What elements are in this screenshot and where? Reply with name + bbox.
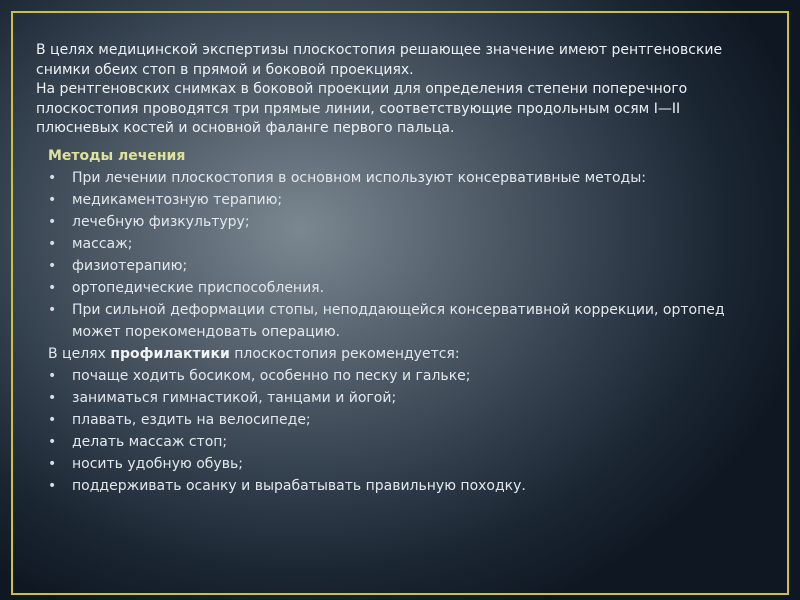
bullet-icon: • — [48, 478, 57, 494]
list-item-text: массаж; — [72, 236, 133, 252]
prevention-intro-start: В целях — [48, 346, 111, 362]
bullet-icon: • — [48, 280, 57, 296]
bullet-icon: • — [48, 434, 57, 450]
list-item — [48, 475, 768, 497]
intro-paragraph-1: В целях медицинской экспертизы плоскостопия решающее значение имеют рентгеновские снимки обеих стоп в прямой и боковой проекциях. — [36, 42, 723, 78]
list-item-text: плавать, ездить на велосипеде; — [72, 412, 311, 428]
list-item — [48, 255, 768, 277]
list-item — [48, 277, 768, 299]
list-item-text: носить удобную обувь; — [72, 456, 243, 472]
prevention-intro-bold: профилактики — [110, 346, 230, 362]
bullet-icon: • — [48, 302, 57, 318]
bullet-icon: • — [48, 170, 57, 186]
intro-text-block — [36, 41, 756, 139]
prevention-list — [48, 365, 768, 497]
prevention-intro-end: плоскостопия рекомендуется: — [229, 346, 460, 362]
list-item-text: медикаментозную терапию; — [72, 192, 283, 208]
list-item — [48, 453, 768, 475]
list-item — [48, 299, 768, 343]
bullet-icon: • — [48, 456, 57, 472]
prevention-intro — [48, 343, 768, 365]
content-body — [48, 145, 768, 497]
bullet-icon: • — [48, 236, 57, 252]
bullet-icon: • — [48, 258, 57, 274]
list-item — [48, 211, 768, 233]
bullet-icon: • — [48, 412, 57, 428]
list-item — [48, 189, 768, 211]
bullet-icon: • — [48, 192, 57, 208]
list-item-text: При лечении плоскостопия в основном используют консервативные методы: — [72, 170, 646, 186]
list-item-text: поддерживать осанку и вырабатывать правильную походку. — [72, 478, 526, 494]
bullet-icon: • — [48, 214, 57, 230]
list-item — [48, 431, 768, 453]
list-item — [48, 167, 768, 189]
list-item-text: почаще ходить босиком, особенно по песку и гальке; — [72, 368, 471, 384]
list-item — [48, 409, 768, 431]
list-item-text: лечебную физкультуру; — [72, 214, 250, 230]
list-item-text: делать массаж стоп; — [72, 434, 228, 450]
list-item — [48, 365, 768, 387]
bullet-icon: • — [48, 368, 57, 384]
intro-paragraph-2: На рентгеновских снимках в боковой проекции для определения степени поперечного плоскостопия проводятся три прямые линии, соответствующие продольным осям I—II плюсневых костей и основной фаланге первого пальца. — [36, 81, 688, 136]
list-item-text: заниматься гимнастикой, танцами и йогой; — [72, 390, 397, 406]
list-item — [48, 387, 768, 409]
list-item-text: ортопедические приспособления. — [72, 280, 325, 296]
list-item-text: При сильной деформации стопы, неподдающейся консервативной коррекции, ортопед может порекомендовать операцию. — [72, 302, 725, 340]
bullet-icon: • — [48, 390, 57, 406]
treatment-heading: Методы лечения — [48, 148, 186, 164]
list-item-text: физиотерапию; — [72, 258, 188, 274]
treatment-list — [48, 167, 768, 343]
list-item — [48, 233, 768, 255]
